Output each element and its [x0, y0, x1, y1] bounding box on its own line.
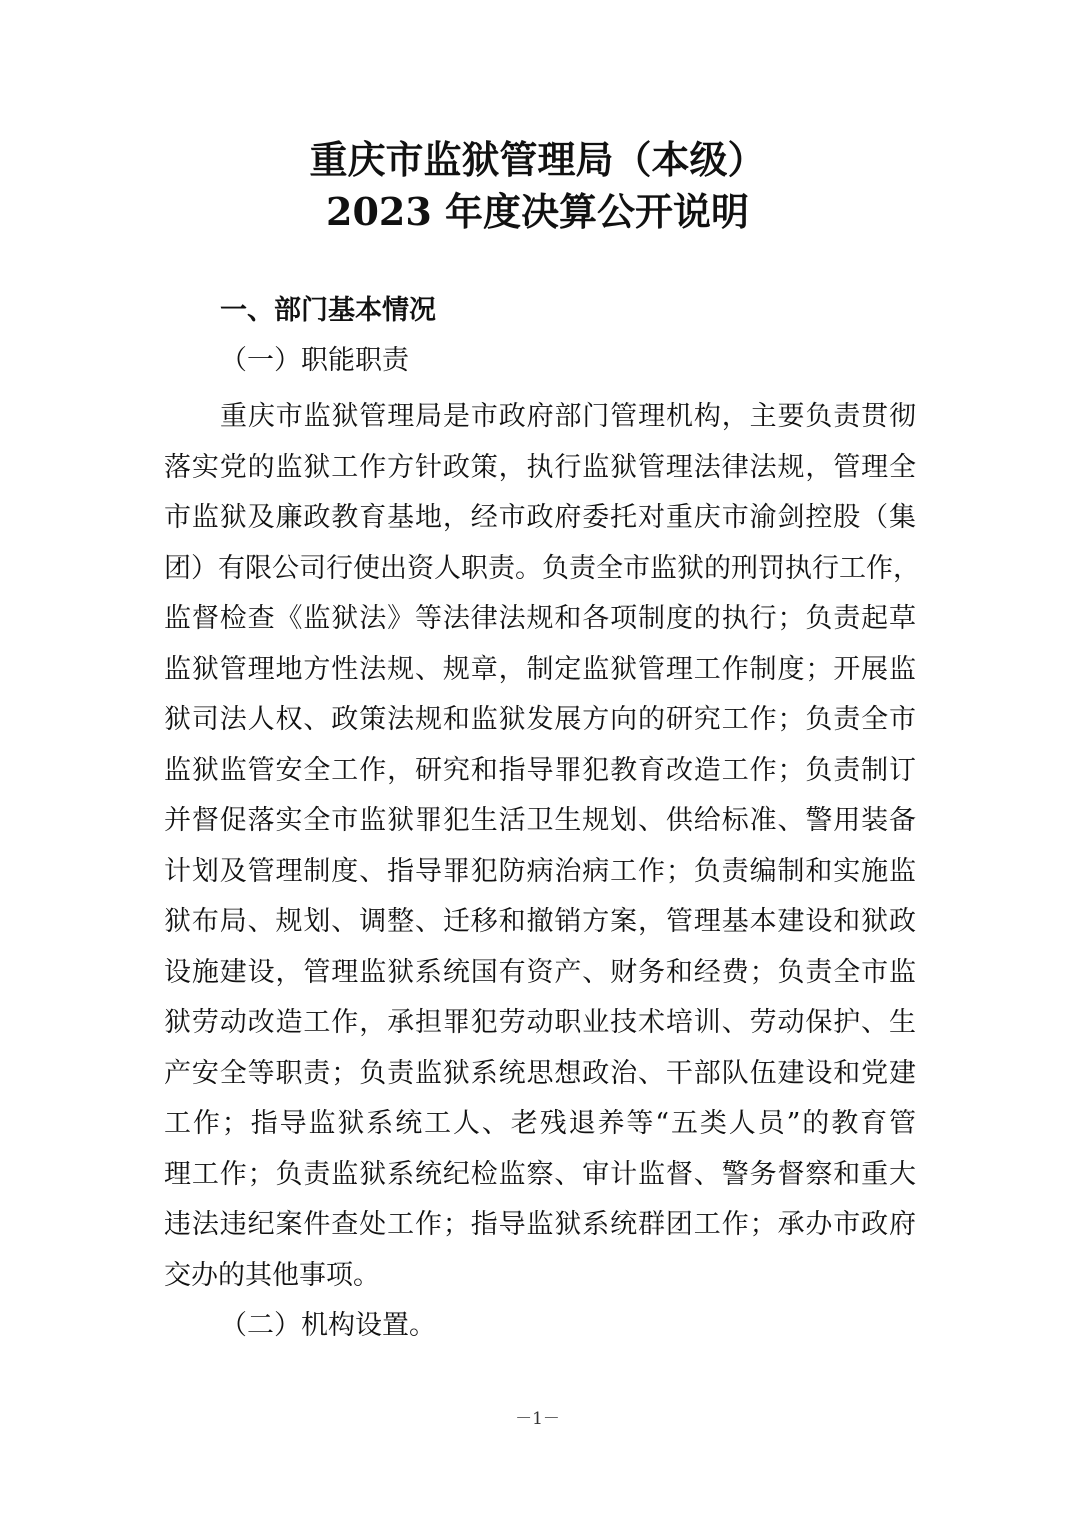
subsection-heading-organization: （二）机构设置。 — [220, 1310, 436, 1341]
paragraph-line: 违法违纪案件查处工作；指导监狱系统群团工作；承办市政府 — [164, 1209, 916, 1240]
paragraph-line: 市监狱及廉政教育基地，经市政府委托对重庆市渝剑控股（集 — [164, 502, 916, 533]
paragraph-line: 计划及管理制度、指导罪犯防病治病工作；负责编制和实施监 — [164, 855, 916, 887]
paragraph-line: 工作；指导监狱系统工人、老残退养等“五类人员”的教育管 — [164, 1108, 916, 1139]
paragraph-line: 交办的其他事项。 — [164, 1259, 380, 1291]
document-title-line-2: 2023 年度决算公开说明 — [326, 189, 749, 234]
paragraph-line: 并督促落实全市监狱罪犯生活卫生规划、供给标准、警用装备 — [164, 805, 916, 836]
paragraph-line: 团）有限公司行使出资人职责。负责全市监狱的刑罚执行工作， — [164, 552, 920, 584]
section-heading-basic-info: 一、部门基本情况 — [220, 295, 436, 326]
paragraph-line: 监督检查《监狱法》等法律法规和各项制度的执行；负责起草 — [164, 603, 916, 634]
paragraph-line: 产安全等职责；负责监狱系统思想政治、干部队伍建设和党建 — [164, 1057, 916, 1089]
paragraph-line: 监狱监管安全工作，研究和指导罪犯教育改造工作；负责制订 — [164, 754, 916, 786]
paragraph-line: 设施建设，管理监狱系统国有资产、财务和经费；负责全市监 — [164, 956, 916, 988]
paragraph-line: 重庆市监狱管理局是市政府部门管理机构，主要负责贯彻 — [220, 401, 916, 432]
document-title-line-1: 重庆市监狱管理局（本级） — [309, 137, 766, 182]
paragraph-line: 落实党的监狱工作方针政策，执行监狱管理法律法规，管理全 — [164, 451, 916, 483]
paragraph-line: 狱布局、规划、调整、迁移和撤销方案，管理基本建设和狱政 — [164, 906, 916, 937]
paragraph-line: 狱司法人权、政策法规和监狱发展方向的研究工作；负责全市 — [164, 704, 916, 735]
subsection-heading-functions: （一）职能职责 — [220, 345, 409, 376]
functions-paragraph — [164, 392, 920, 1301]
paragraph-line: 狱劳动改造工作，承担罪犯劳动职业技术培训、劳动保护、生 — [164, 1007, 916, 1038]
paragraph-line: 理工作；负责监狱系统纪检监察、审计监督、警务督察和重大 — [164, 1158, 916, 1190]
page-number: －1－ — [515, 1409, 560, 1429]
paragraph-line: 监狱管理地方性法规、规章，制定监狱管理工作制度；开展监 — [164, 653, 916, 685]
